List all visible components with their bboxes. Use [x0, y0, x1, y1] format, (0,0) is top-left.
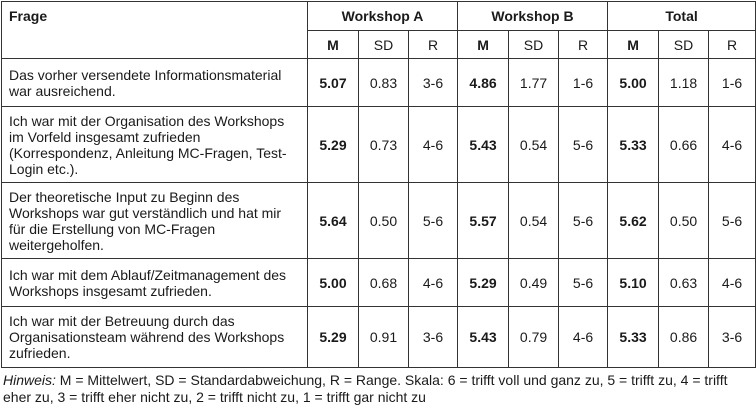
subheader-r: R [409, 31, 458, 59]
total-sd: 0.66 [659, 107, 709, 183]
subheader-sd: SD [659, 31, 709, 59]
table-row [2, 307, 756, 368]
workshop-a-range: 5-6 [409, 183, 458, 259]
table-row [2, 183, 756, 259]
question-cell: Das vorher versendete Informationsmaterial war ausreichend. [2, 59, 308, 107]
total-range: 4-6 [709, 259, 756, 307]
column-header-workshop-b: Workshop B [458, 2, 608, 31]
subheader-m: M [608, 31, 659, 59]
workshop-b-sd: 0.54 [509, 107, 559, 183]
workshop-a-sd: 0.83 [359, 59, 409, 107]
workshop-b-sd: 0.79 [509, 307, 559, 368]
table-note [3, 372, 755, 406]
total-sd: 1.18 [659, 59, 709, 107]
workshop-b-mean: 5.57 [458, 183, 509, 259]
note-text: M = Mittelwert, SD = Standardabweichung, R = Range. Skala: 6 = trifft voll und ganz zu, 5 = trifft zu, 4 = trifft eher zu, 3 = trifft eher nicht zu, 2 = trifft nicht zu, 1 = trifft gar nicht zu [3, 372, 728, 405]
subheader-r: R [559, 31, 608, 59]
total-sd: 0.50 [659, 183, 709, 259]
table-row [2, 107, 756, 183]
column-header-total: Total [608, 2, 756, 31]
evaluation-table [1, 1, 756, 368]
workshop-a-mean: 5.64 [308, 183, 359, 259]
workshop-a-mean: 5.07 [308, 59, 359, 107]
workshop-a-range: 4-6 [409, 107, 458, 183]
table-row [2, 259, 756, 307]
header-row-groups [2, 2, 756, 31]
total-mean: 5.10 [608, 259, 659, 307]
subheader-sd: SD [509, 31, 559, 59]
subheader-m: M [308, 31, 359, 59]
total-mean: 5.33 [608, 307, 659, 368]
workshop-b-range: 5-6 [559, 107, 608, 183]
total-range: 4-6 [709, 107, 756, 183]
question-cell: Ich war mit der Betreuung durch das Organisationsteam während des Workshops zufrieden. [2, 307, 308, 368]
workshop-a-range: 4-6 [409, 259, 458, 307]
workshop-a-sd: 0.50 [359, 183, 409, 259]
workshop-a-sd: 0.91 [359, 307, 409, 368]
workshop-b-mean: 5.43 [458, 107, 509, 183]
workshop-b-mean: 4.86 [458, 59, 509, 107]
question-cell: Der theoretische Input zu Beginn des Workshops war gut verständlich und hat mir für die Erstellung von MC-Fragen weitergeholfen. [2, 183, 308, 259]
column-header-frage: Frage [2, 2, 308, 59]
total-mean: 5.62 [608, 183, 659, 259]
question-cell: Ich war mit der Organisation des Workshops im Vorfeld insgesamt zufrieden (Korrespondenz, Anleitung MC-Fragen, Test-Login etc.). [2, 107, 308, 183]
workshop-a-range: 3-6 [409, 307, 458, 368]
subheader-r: R [709, 31, 756, 59]
workshop-b-sd: 0.49 [509, 259, 559, 307]
total-range: 3-6 [709, 307, 756, 368]
total-sd: 0.63 [659, 259, 709, 307]
total-mean: 5.00 [608, 59, 659, 107]
total-range: 1-6 [709, 59, 756, 107]
total-range: 5-6 [709, 183, 756, 259]
subheader-sd: SD [359, 31, 409, 59]
workshop-b-range: 5-6 [559, 259, 608, 307]
question-cell: Ich war mit dem Ablauf/Zeitmanagement des Workshops insgesamt zufrieden. [2, 259, 308, 307]
workshop-b-mean: 5.29 [458, 259, 509, 307]
workshop-a-mean: 5.29 [308, 107, 359, 183]
column-header-workshop-a: Workshop A [308, 2, 458, 31]
workshop-a-mean: 5.00 [308, 259, 359, 307]
workshop-b-sd: 0.54 [509, 183, 559, 259]
workshop-a-range: 3-6 [409, 59, 458, 107]
workshop-a-mean: 5.29 [308, 307, 359, 368]
workshop-a-sd: 0.68 [359, 259, 409, 307]
subheader-m: M [458, 31, 509, 59]
note-label: Hinweis: [3, 372, 56, 388]
workshop-a-sd: 0.73 [359, 107, 409, 183]
table-row [2, 59, 756, 107]
total-sd: 0.86 [659, 307, 709, 368]
workshop-b-mean: 5.43 [458, 307, 509, 368]
workshop-b-range: 5-6 [559, 183, 608, 259]
workshop-b-range: 4-6 [559, 307, 608, 368]
workshop-b-sd: 1.77 [509, 59, 559, 107]
workshop-b-range: 1-6 [559, 59, 608, 107]
total-mean: 5.33 [608, 107, 659, 183]
